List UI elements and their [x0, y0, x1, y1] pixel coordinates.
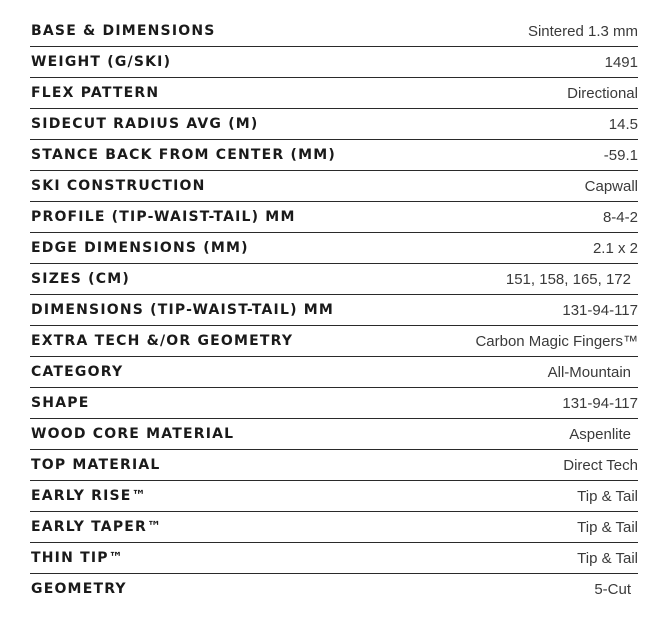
spec-value: 1491: [604, 53, 638, 71]
spec-row-stance-back: [30, 140, 638, 171]
spec-value: Tip & Tail: [577, 487, 638, 505]
spec-table: [30, 16, 638, 604]
spec-label: SIDECUT RADIUS AVG (M): [31, 116, 259, 132]
spec-row-flex-pattern: [30, 78, 638, 109]
spec-row-edge-dimensions: [30, 233, 638, 264]
spec-label: GEOMETRY: [31, 581, 127, 597]
spec-row-profile: [30, 202, 638, 233]
spec-row-sidecut-radius: [30, 109, 638, 140]
spec-row-weight: [30, 47, 638, 78]
spec-value: All-Mountain: [547, 363, 631, 381]
spec-row-shape: [30, 388, 638, 419]
spec-label: WEIGHT (G/SKI): [31, 54, 172, 70]
spec-value: 5-Cut: [594, 580, 631, 598]
spec-label: EDGE DIMENSIONS (MM): [31, 240, 249, 256]
spec-row-early-rise: [30, 481, 638, 512]
spec-row-geometry: [30, 574, 638, 604]
spec-row-base-dimensions: [30, 16, 638, 47]
spec-value: Aspenlite: [569, 425, 631, 443]
spec-row-early-taper: [30, 512, 638, 543]
spec-value: 2.1 x 2: [592, 239, 638, 257]
spec-label: THIN TIP™: [31, 550, 124, 566]
spec-row-wood-core: [30, 419, 638, 450]
spec-label: TOP MATERIAL: [31, 457, 161, 473]
spec-value: 8-4-2: [602, 208, 638, 226]
spec-value: Tip & Tail: [577, 549, 638, 567]
spec-value: 14.5: [608, 115, 638, 133]
spec-label: SIZES (CM): [31, 271, 130, 287]
spec-value: 131-94-117: [562, 394, 638, 412]
spec-label: FLEX PATTERN: [31, 85, 160, 101]
spec-row-thin-tip: [30, 543, 638, 574]
spec-row-dimensions: [30, 295, 638, 326]
spec-row-top-material: [30, 450, 638, 481]
spec-label: EARLY TAPER™: [31, 519, 163, 535]
spec-value: Carbon Magic Fingers™: [475, 332, 638, 350]
spec-row-sizes: [30, 264, 638, 295]
spec-value: Capwall: [584, 177, 638, 195]
spec-label: CATEGORY: [31, 364, 124, 380]
spec-value: Directional: [567, 84, 638, 102]
spec-label: DIMENSIONS (TIP-WAIST-TAIL) MM: [31, 302, 335, 318]
spec-value: -59.1: [603, 146, 638, 164]
spec-label: PROFILE (TIP-WAIST-TAIL) MM: [31, 209, 296, 225]
spec-value: Direct Tech: [563, 456, 638, 474]
spec-value: 151, 158, 165, 172: [505, 270, 631, 288]
spec-label: BASE & DIMENSIONS: [31, 23, 216, 39]
spec-row-ski-construction: [30, 171, 638, 202]
spec-label: EXTRA TECH &/OR GEOMETRY: [31, 333, 294, 349]
spec-label: EARLY RISE™: [31, 488, 147, 504]
spec-label: STANCE BACK FROM CENTER (MM): [31, 147, 336, 163]
spec-row-extra-tech: [30, 326, 638, 357]
spec-value: Tip & Tail: [577, 518, 638, 536]
spec-value: 131-94-117: [562, 301, 638, 319]
spec-row-category: [30, 357, 638, 388]
spec-value: Sintered 1.3 mm: [527, 22, 638, 40]
spec-label: SKI CONSTRUCTION: [31, 178, 206, 194]
spec-label: SHAPE: [31, 395, 90, 411]
spec-label: WOOD CORE MATERIAL: [31, 426, 235, 442]
